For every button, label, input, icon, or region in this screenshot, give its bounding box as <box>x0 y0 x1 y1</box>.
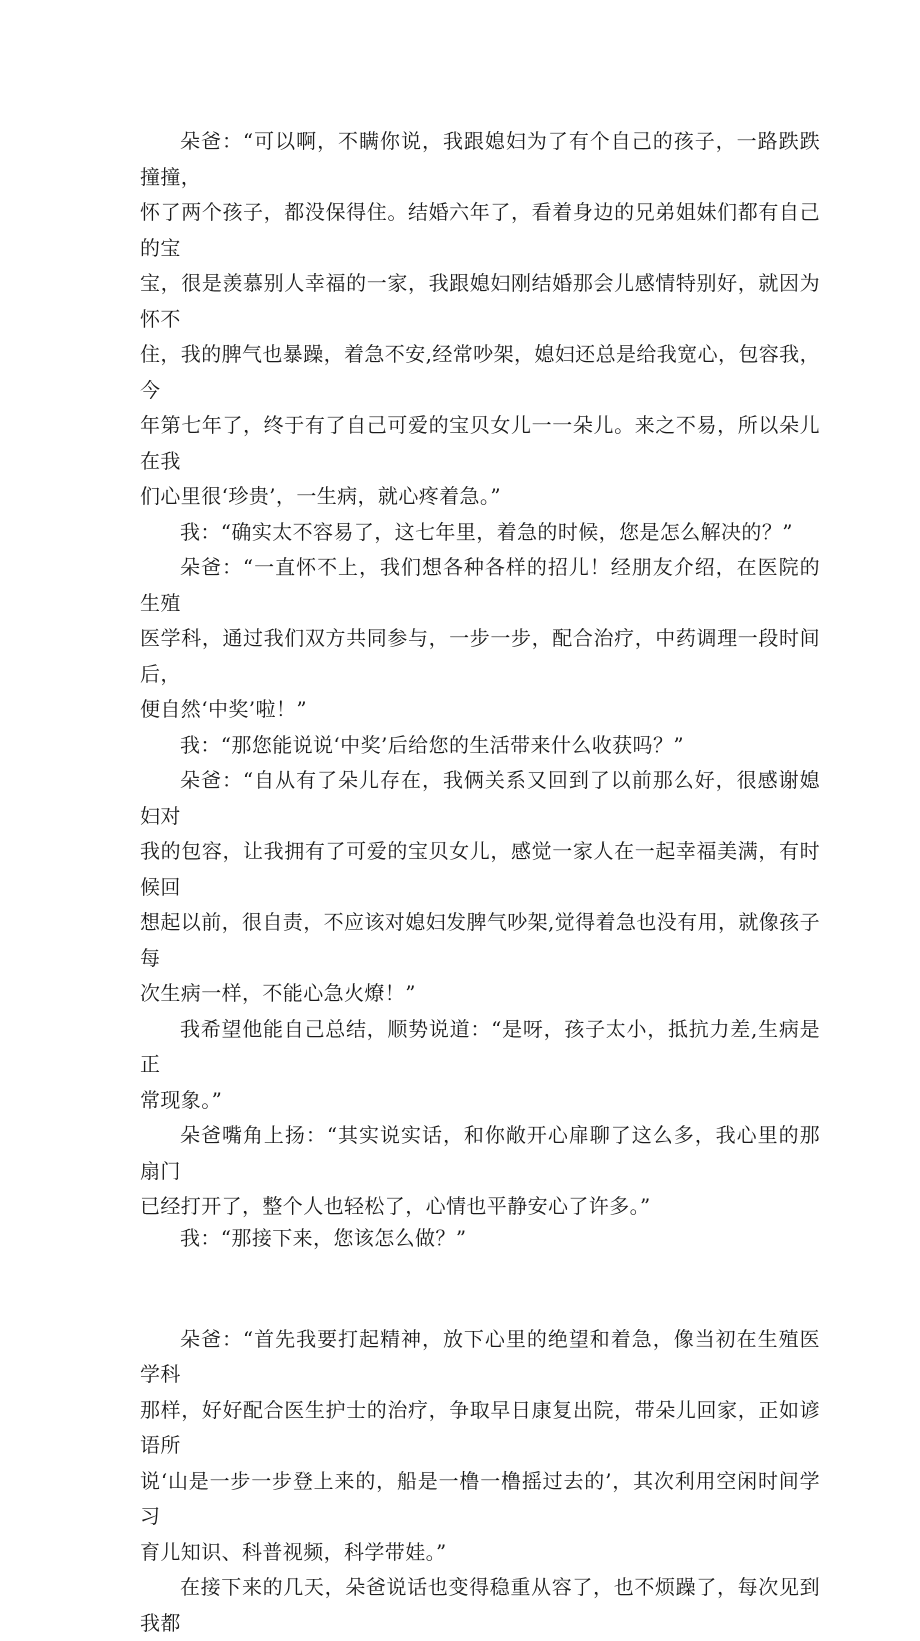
text-line: 说‘山是一步一步登上来的，船是一橹一橹摇过去的’，其次利用空闲时间学习 <box>140 1468 820 1528</box>
paragraph-summary <box>140 1012 820 1119</box>
text-line: 怀了两个孩子，都没保得住。结婚六年了，看着身边的兄弟姐妹们都有自己的宝 <box>140 200 820 260</box>
text-line: 朵爸：“自从有了朵儿存在，我俩关系又回到了以前那么好，很感谢媳妇对 <box>140 768 820 828</box>
text-line: 常现象。” <box>140 1087 223 1112</box>
text-line: 住，我的脾气也暴躁，着急不安,经常吵架，媳妇还总是给我宽心，包容我，今 <box>140 342 820 402</box>
paragraph-duoba-treatment <box>140 550 820 728</box>
text-line: 在接下来的几天，朵爸说话也变得稳重从容了，也不烦躁了，每次见到我都 <box>140 1575 820 1635</box>
text-line: 朵爸：“首先我要打起精神，放下心里的绝望和着急，像当初在生殖医学科 <box>140 1326 820 1386</box>
paragraph-question-next <box>140 1225 820 1252</box>
text-line: 那样，好好配合医生护士的治疗，争取早日康复出院，带朵儿回家，正如谚语所 <box>140 1397 820 1457</box>
blank-space <box>140 1252 820 1322</box>
text-line: 朵爸嘴角上扬：“其实说实话，和你敞开心扉聊了这么多，我心里的那扇门 <box>140 1123 820 1183</box>
document-body <box>140 124 820 1641</box>
text-line: 育儿知识、科普视频，科学带娃。” <box>140 1539 447 1564</box>
paragraph-duoba-relief <box>140 1118 820 1225</box>
text-line: 们心里很‘珍贵’，一生病，就心疼着急。” <box>140 484 501 508</box>
text-line: 我：“确实太不容易了，这七年里，着急的时候，您是怎么解决的？” <box>180 519 793 544</box>
paragraph-duoba-gratitude <box>140 763 820 1012</box>
paragraph-question-solution <box>140 515 820 551</box>
text-line: 我的包容，让我拥有了可爱的宝贝女儿，感觉一家人在一起幸福美满，有时候回 <box>140 839 820 899</box>
text-line: 已经打开了，整个人也轻松了，心情也平静安心了许多。” <box>140 1194 651 1218</box>
text-line: 我希望他能自己总结，顺势说道：“是呀，孩子太小，抵抗力差,生病是正 <box>140 1016 820 1076</box>
paragraph-following-days <box>140 1570 820 1641</box>
text-line: 想起以前，很自责，不应该对媳妇发脾气吵架,觉得着急也没有用，就像孩子每 <box>140 910 820 970</box>
text-line: 年第七年了，终于有了自己可爱的宝贝女儿一一朵儿。来之不易，所以朵儿在我 <box>140 413 820 473</box>
text-line: 次生病一样，不能心急火燎！” <box>140 981 416 1005</box>
text-line: 我：“那您能说说‘中奖’后给您的生活带来什么收获吗？” <box>180 732 684 757</box>
text-line: 朵爸：“可以啊，不瞒你说，我跟媳妇为了有个自己的孩子，一路跌跌撞撞， <box>140 129 820 189</box>
text-line: 朵爸：“一直怀不上，我们想各种各样的招儿！经朋友介绍，在医院的生殖 <box>140 555 820 615</box>
text-line: 我：“那接下来，您该怎么做？” <box>180 1225 467 1250</box>
text-line: 宝，很是羡慕别人幸福的一家，我跟媳妇刚结婚那会儿感情特别好，就因为怀不 <box>140 271 820 331</box>
text-line: 便自然‘中奖’啦！” <box>140 697 307 721</box>
text-line: 医学科，通过我们双方共同参与，一步一步，配合治疗，中药调理一段时间后， <box>140 626 820 686</box>
paragraph-duoba-story <box>140 124 820 515</box>
paragraph-duoba-plan <box>140 1322 820 1571</box>
paragraph-question-gains <box>140 728 820 764</box>
